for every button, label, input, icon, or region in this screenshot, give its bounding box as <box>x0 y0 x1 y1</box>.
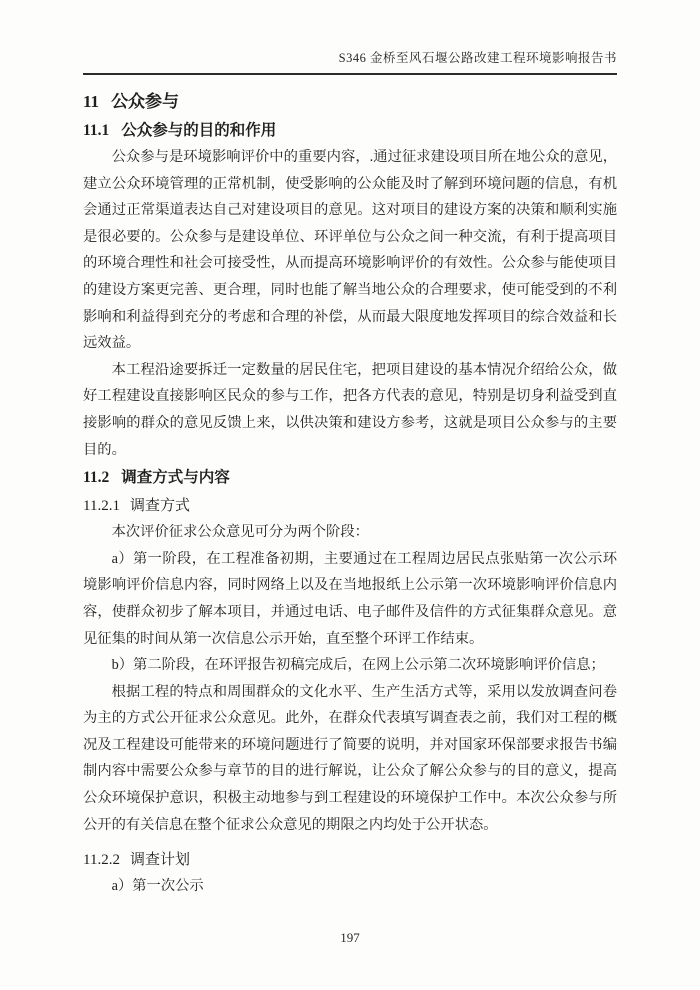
paragraph-survey-method: 根据工程的特点和周围群众的文化水平、生产生活方式等，采用以发放调查问卷为主的方式公开征求公众意见。此外，在群众代表填写调查表之前，我们对工程的概况及工程建设可能带来的环境问题进行了简要的说明，并对国家环保部要求报告书编制内容中需要公众参与章节的目的进行解说，让公众了解公众参与的目的意义，提高公众环境保护意识，积极主动地参与到工程建设的环境保护工作中。本次公众参与所公开的有关信息在整个征求公众意见的期限之内均处于公开状态。 <box>83 683 617 833</box>
section-title: 调查计划 <box>129 852 190 869</box>
section-title: 公众参与的目的和作用 <box>121 122 277 139</box>
document-page <box>83 0 617 900</box>
paragraph-survey-intro: 本次评价征求公众意见可分为两个阶段： <box>111 524 369 541</box>
section-number: 11.2.2 <box>83 852 120 869</box>
section-number: 11.1 <box>83 122 110 139</box>
section-heading-11-2-2 <box>83 850 617 870</box>
section-heading-11-2-1 <box>83 496 617 516</box>
section-number: 11 <box>83 92 100 111</box>
paragraph-stage-b: b）第二阶段，在环评报告初稿完成后，在网上公示第二次环境影响评价信息； <box>111 657 605 674</box>
running-header-title: S346 金桥至风石堰公路改建工程环境影响报告书 <box>338 51 617 65</box>
paragraph-purpose-1: 公众参与是环境影响评价中的重要内容，.通过征求建设项目所在地公众的意见，建立公众环境管理的正常机制，使受影响的公众能及时了解到环境问题的信息，有机会通过正常渠道表达自己对建设项目的意见。这对项目的建设方案的决策和顺利实施是很必要的。公众参与是建设单位、环评单位与公众之间一种交流，有利于提高项目的环境合理性和社会可接受性，从而提高环境影响评价的有效性。公众参与能使项目的建设方案更完善、更合理，同时也能了解当地公众的合理要求，使可能受到的不利影响和利益得到充分的考虑和合理的补偿，从而最大限度地发挥项目的综合效益和长远效益。 <box>83 149 617 352</box>
section-number: 11.2.1 <box>83 498 120 515</box>
section-number: 11.2 <box>83 469 110 487</box>
section-title: 公众参与 <box>111 92 180 111</box>
running-header <box>83 50 617 75</box>
section-heading-11-2 <box>83 468 617 488</box>
section-title: 调查方式 <box>129 498 190 515</box>
section-title: 调查方式与内容 <box>121 469 230 487</box>
paragraph-purpose-2: 本工程沿途要拆迁一定数量的居民住宅，把项目建设的基本情况介绍给公众，做好工程建设直接影响区民众的参与工作，把各方代表的意见，特别是切身利益受到直接影响的群众的意见反馈上来，以供决策和建设方参考，这就是项目公众参与的主要目的。 <box>83 361 617 458</box>
section-heading-11-1 <box>83 121 617 141</box>
paragraph-stage-a: a）第一阶段，在工程准备初期，主要通过在工程周边居民点张贴第一次公示环境影响评价信息内容，同时网络上以及在当地报纸上公示第一次环境影响评价信息内容，使群众初步了解本项目，并通过电话、电子邮件及信件的方式征集群众意见。意见征集的时间从第一次信息公示开始，直至整个环评工作结束。 <box>83 550 617 647</box>
paragraph-first-announcement: a）第一次公示 <box>111 878 204 895</box>
page-number: 197 <box>340 930 360 945</box>
section-heading-11 <box>83 91 617 112</box>
